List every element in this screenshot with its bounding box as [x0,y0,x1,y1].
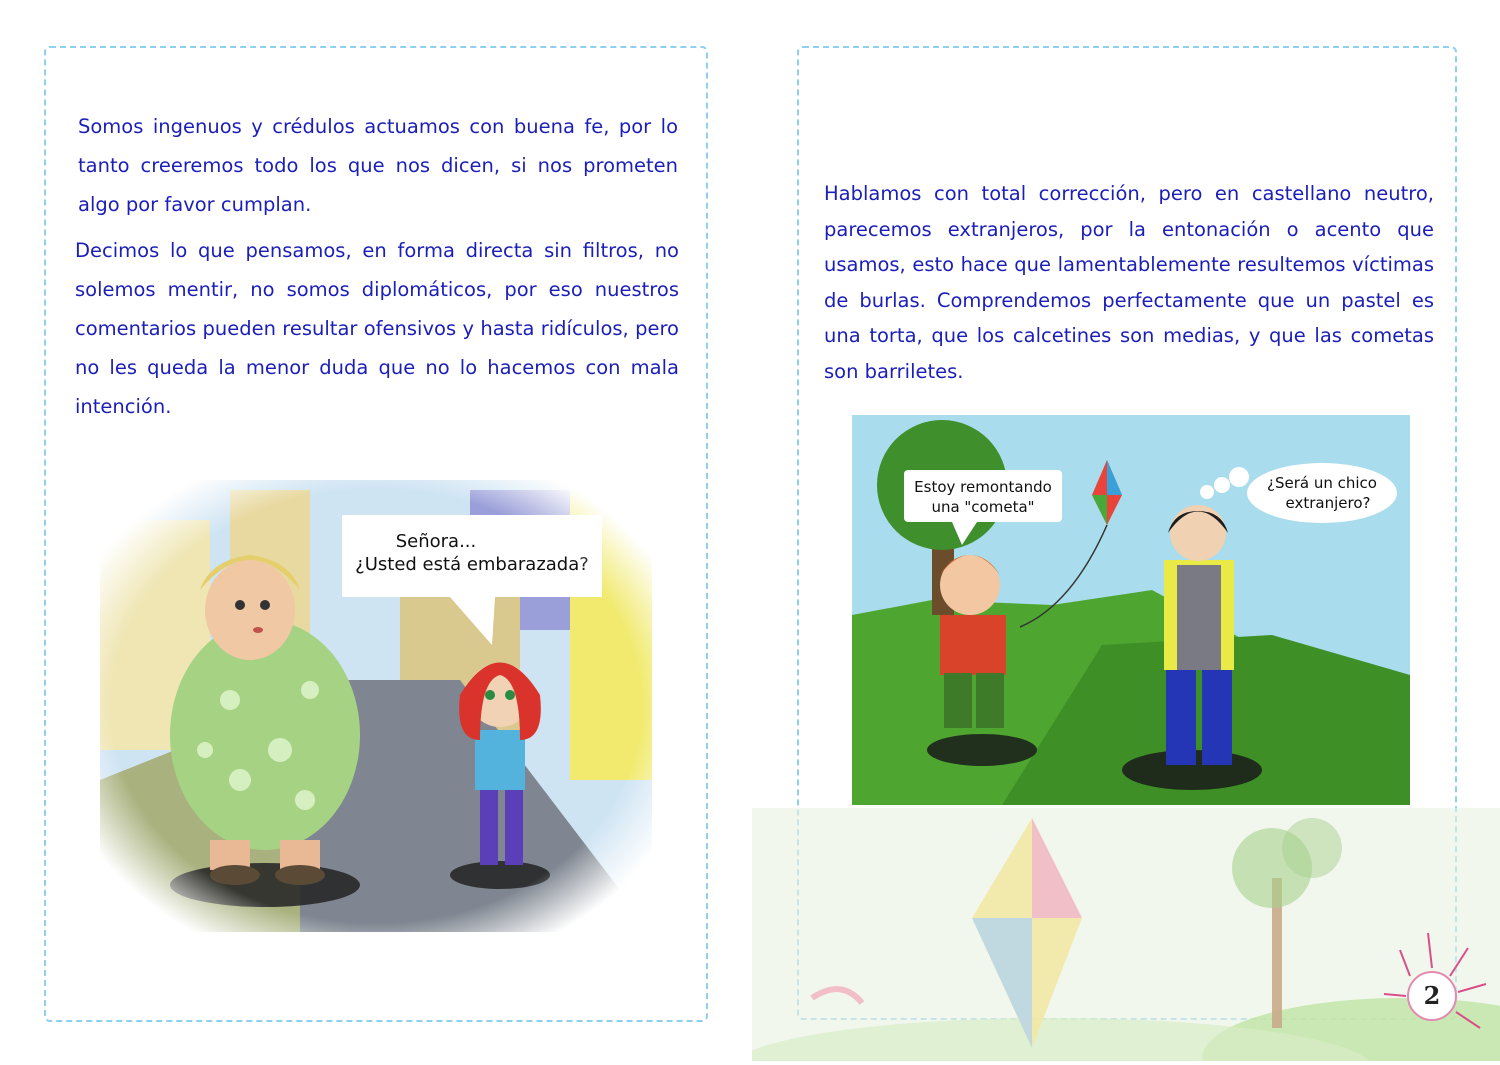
page-number: 2 [1423,981,1441,1010]
right-paragraph-1: Hablamos con total corrección, pero en castellano neutro, parecemos extranjeros, por la entonación o acento que usamos, esto hace que lamentablemente resultemos víctimas de burlas. Comprendemos perfectamente que un pastel es una torta, que los calcetines son medias, y que las cometas son barriletes. [824,182,1434,383]
comic-kite-boy [852,415,1410,805]
bubble-boy-line2: una "cometa" [931,498,1035,516]
bubble-man-line2: extranjero? [1285,494,1371,512]
comic-left-illustration [100,480,652,932]
bubble-boy-line1: Estoy remontando [914,478,1052,496]
comic-right-illustration [852,415,1410,805]
bubble-man-line1: ¿Será un chico [1267,474,1377,492]
left-paragraph-2: Decimos lo que pensamos, en forma directa sin filtros, no solemos mentir, no somos diplomáticos, por eso nuestros comentarios pueden resultar ofensivos y hasta ridículos, pero no les queda la menor duda que no lo hacemos con mala intención. [75,239,679,418]
left-paragraph-1: Somos ingenuos y crédulos actuamos con buena fe, por lo tanto creeremos todo los que nos dicen, si nos prometen algo por favor cumplan. [78,115,678,216]
comic-pregnant-question [100,480,652,932]
